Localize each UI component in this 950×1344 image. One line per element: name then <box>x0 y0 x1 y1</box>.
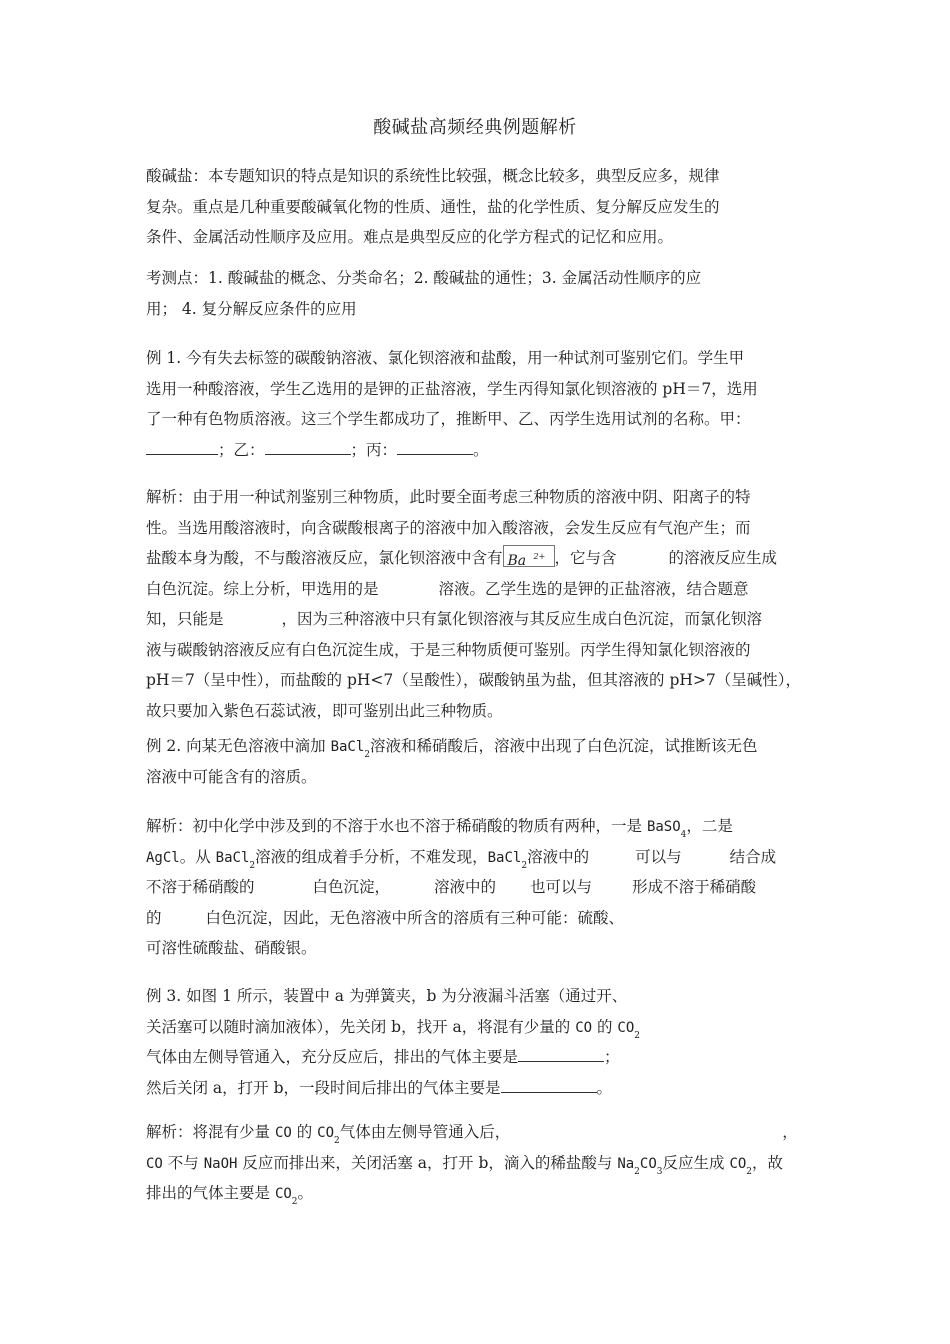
analysis-line: 解析：将混有少量 CO 的 $CO_2$气体由左侧导管通入后， ， <box>146 1123 798 1146</box>
test-points-line: 考测点：1. 酸碱盐的概念、分类命名；2. 酸碱盐的通性；3. 金属活动性顺序的应 <box>146 269 702 287</box>
answer-blanks-line: ；乙： ；丙： 。 <box>146 435 810 466</box>
barium-ion-formula: Ba 2+ <box>503 545 555 567</box>
analysis-line: 故只要加入紫色石蕊试液，即可鉴别出此三种物质。 <box>146 701 503 720</box>
analysis-line: 解析：由于用一种试剂鉴别三种物质，此时要全面考虑三种物质的溶液中阴、阳离子的特 <box>146 488 751 506</box>
example-line: 例 3. 如图 1 所示，装置中 a 为弹簧夹，b 为分液漏斗活塞（通过开、 <box>146 987 628 1005</box>
analysis-line: 解析：初中化学中涉及到的不溶于水也不溶于稀硝酸的物质有两种，一是 BaSO$_4$，二是 <box>146 817 733 840</box>
answer-blank-gas-2[interactable] <box>501 1074 597 1093</box>
test-points-line: 用； 4. 复分解反应条件的应用 <box>146 299 357 318</box>
analysis-line: 可溶性硫酸盐、硝酸银。 <box>146 939 317 957</box>
example-line: 然后关闭 a，打开 b，一段时间后排出的气体主要是 。 <box>146 1073 810 1104</box>
intro-line: 酸碱盐：本专题知识的特点是知识的系统性比较强，概念比较多，典型反应多，规律 <box>146 167 720 185</box>
analysis-line: 的 白色沉淀，因此，无色溶液中所含的溶质有三种可能：硫酸、 <box>146 908 625 927</box>
answer-blank-bing[interactable] <box>397 436 473 455</box>
intro-paragraph <box>146 161 810 253</box>
analysis-line: 知，只能是 ，因为三种溶液中只有氯化钡溶液与其反应生成白色沉淀，而氯化钡溶 <box>146 610 763 628</box>
answer-blank-yi[interactable] <box>265 436 351 455</box>
answer-blank-jia[interactable] <box>146 436 218 455</box>
analysis-line: CO 不与 NaOH 反应而排出来，关闭活塞 a，打开 b，滴入的稀盐酸与 $Na_2CO_3$反应生成 $CO_2$，故 <box>146 1153 784 1177</box>
analysis-line: 不溶于稀硝酸的 白色沉淀， 溶液中的 也可以与 形成不溶于稀硝酸 <box>146 878 757 896</box>
analysis-1 <box>146 482 810 726</box>
analysis-line: 盐酸本身为酸，不与酸溶液反应，氯化钡溶液中含有 Ba 2+ ，它与含 的溶液反应生成 <box>146 543 810 574</box>
example-line: 选用一种酸溶液，学生乙选用的是钾的正盐溶液，学生丙得知氯化钡溶液的 pH＝7，选用 <box>146 379 758 398</box>
example-line: 关活塞可以随时滴加液体），先关闭 b，找开 a，将混有少量的 CO 的 $CO_2$ <box>146 1017 641 1041</box>
intro-line: 条件、金属活动性顺序及应用。难点是典型反应的化学方程式的记忆和应用。 <box>146 228 674 246</box>
test-points-paragraph <box>146 263 810 324</box>
analysis-line: 排出的气体主要是 $CO_2$。 <box>146 1184 314 1207</box>
example-line: 例 1. 今有失去标签的碳酸钠溶液、氯化钡溶液和盐酸，用一种试剂可鉴别它们。学生甲 <box>146 349 745 367</box>
example-line: 溶液中可能含有的溶质。 <box>146 767 317 786</box>
analysis-line: pH＝7（呈中性），而盐酸的 pH<7（呈酸性），碳酸钠虽为盐，但其溶液的 pH>7（呈碱性）， <box>146 671 801 689</box>
analysis-line: 液与碳酸钠溶液反应有白色沉淀生成，于是三种物质便可鉴别。丙学生得知氯化钡溶液的 <box>146 640 751 659</box>
analysis-line: 白色沉淀。综上分析，甲选用的是 溶液。乙学生选的是钾的正盐溶液，结合题意 <box>146 579 749 598</box>
analysis-line: 性。当选用酸溶液时，向含碳酸根离子的溶液中加入酸溶液，会发生反应有气泡产生；而 <box>146 518 751 537</box>
example-line: 例 2. 向某无色溶液中滴加 BaCl$_2$溶液和稀硝酸后，溶液中出现了白色沉淀，试推断该无色 <box>146 737 758 760</box>
analysis-3 <box>146 1117 810 1209</box>
example-2 <box>146 731 810 792</box>
answer-blank-gas-1[interactable] <box>518 1043 604 1062</box>
example-line: 了一种有色物质溶液。这三个学生都成功了，推断甲、乙、丙学生选用试剂的名称。甲： <box>146 410 751 428</box>
analysis-2 <box>146 811 810 964</box>
analysis-line: AgCl。从 BaCl$_2$溶液的组成着手分析，不难发现，BaCl$_2$溶液中的 可以与 结合成 <box>146 847 777 871</box>
example-1 <box>146 343 810 465</box>
page-title: 酸碱盐高频经典例题解析 <box>373 117 577 138</box>
intro-line: 复杂。重点是几种重要酸碱氧化物的性质、通性，盐的化学性质、复分解反应发生的 <box>146 197 720 216</box>
example-3 <box>146 981 810 1103</box>
example-line: 气体由左侧导管通入，充分反应后，排出的气体主要是 ； <box>146 1042 810 1073</box>
